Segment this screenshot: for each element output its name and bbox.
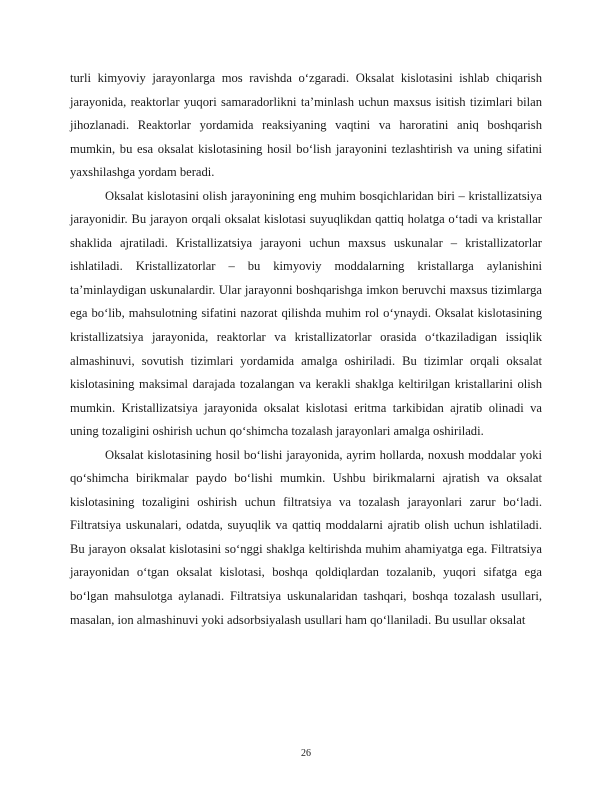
document-body xyxy=(70,67,542,632)
paragraph-2: Oksalat kislotasini olish jarayonining eng muhim bosqichlaridan biri – kristallizatsiya jarayonidir. Bu jarayon orqali oksalat kislotasi suyuqlikdan qattiq holatga o‘tadi va kristallar shaklida ajratiladi. Kristallizatsiya jarayoni uchun maxsus uskunalar – kristallizatorlar ishlatiladi. Kristallizatorlar – bu kimyoviy moddalarning kristallarga aylanishini ta’minlaydigan uskunalardir. Ular jarayonni boshqarishga imkon beruvchi maxsus tizimlarga ega bo‘lib, mahsulotning sifatini nazorat qilishda muhim rol o‘ynaydi. Oksalat kislotasining kristallizatsiya jarayonida, reaktorlar va kristallizatorlar orasida o‘tkaziladigan issiqlik almashinuvi, sovutish tizimlari yordamida amalga oshiriladi. Bu tizimlar orqali oksalat kislotasining maksimal darajada tozalangan va kerakli shaklga keltirilgan kristallarini olish mumkin. Kristallizatsiya jarayonida oksalat kislotasi eritma tarkibidan ajratib olinadi va uning tozaligini oshirish uchun qo‘shimcha tozalash jarayonlari amalga oshiriladi. xyxy=(70,188,542,439)
paragraph-3: Oksalat kislotasining hosil bo‘lishi jarayonida, ayrim hollarda, noxush moddalar yoki qo‘shimcha birikmalar paydo bo‘lishi mumkin. Ushbu birikmalarni ajratish va oksalat kislotasining tozaligini oshirish uchun filtratsiya va tozalash jarayonlari zarur bo‘ladi. Filtratsiya uskunalari, odatda, suyuqlik va qattiq moddalarni ajratib olish uchun ishlatiladi. Bu jarayon oksalat kislotasini so‘nggi shaklga keltirishda muhim ahamiyatga ega. Filtratsiya jarayonidan o‘tgan oksalat kislotasi, boshqa qoldiqlardan tozalanib, yuqori sifatga ega bo‘lgan mahsulotga aylanadi. Filtratsiya uskunalaridan tashqari, boshqa tozalash usullari, masalan, ion almashinuvi yoki adsorbsiyalash usullari ham qo‘llaniladi. Bu usullar oksalat xyxy=(70,447,542,627)
page-number: 26 xyxy=(301,748,311,759)
paragraph-1: turli kimyoviy jarayonlarga mos ravishda o‘zgaradi. Oksalat kislotasini ishlab chiqarish jarayonida, reaktorlar yuqori samaradorlikni ta’minlash uchun maxsus isitish tizimlari bilan jihozlanadi. Reaktorlar yordamida reaksiyaning vaqtini va haroratini aniq boshqarish mumkin, bu esa oksalat kislotasining hosil bo‘lish jarayonini tezlashtirish va uning sifatini yaxshilashga yordam beradi. xyxy=(70,71,542,180)
